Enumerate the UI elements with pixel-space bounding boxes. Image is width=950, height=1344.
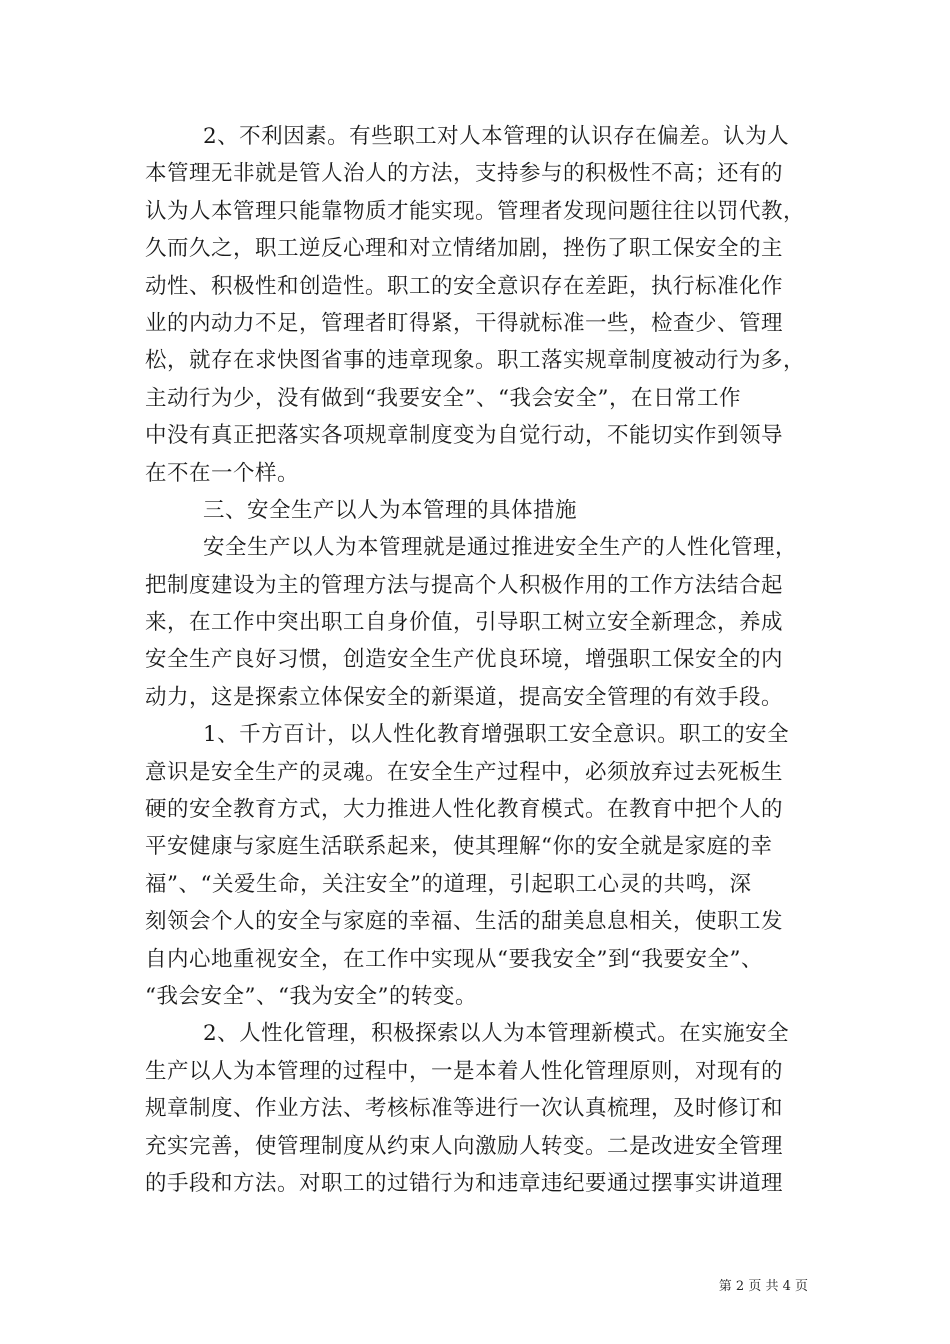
text-line: 来，在工作中突出职工自身价值，引导职工树立安全新理念，养成	[145, 610, 784, 636]
text-line: 把制度建设为主的管理方法与提高个人积极作用的工作方法结合起	[145, 572, 784, 598]
text-line: 安全生产以人为本管理就是通过推进安全生产的人性化管理，	[203, 535, 798, 561]
text-line: 的手段和方法。对职工的过错行为和违章违纪要通过摆事实讲道理	[145, 1170, 784, 1196]
text-line: 安全生产良好习惯，创造安全生产优良环境，增强职工保安全的内	[145, 647, 784, 673]
text-line: 意识是安全生产的灵魂。在安全生产过程中，必须放弃过去死板生	[145, 759, 784, 785]
text-line: 刻领会个人的安全与家庭的幸福、生活的甜美息息相关，使职工发	[145, 909, 784, 935]
text-line: 2、不利因素。有些职工对人本管理的认识存在偏差。认为人	[203, 124, 790, 149]
text-line: “我会安全”、“我为安全”的转变。	[145, 983, 477, 1009]
text-line: 主动行为少，没有做到“我要安全”、“我会安全”，在日常工作	[145, 385, 741, 411]
text-line: 中没有真正把落实各项规章制度变为自觉行动，不能切实作到领导	[145, 423, 784, 449]
text-line: 福”、“关爱生命，关注安全”的道理，引起职工心灵的共鸣，深	[145, 871, 752, 897]
section-heading: 三、安全生产以人为本管理的具体措施	[203, 497, 578, 523]
document-body	[145, 118, 835, 1202]
text-line: 松，就存在求快图省事的违章现象。职工落实规章制度被动行为多，	[145, 348, 806, 374]
text-line: 生产以人为本管理的过程中，一是本着人性化管理原则，对现有的	[145, 1058, 784, 1084]
text-line: 1、千方百计，以人性化教育增强职工安全意识。职工的安全	[203, 722, 790, 748]
text-line: 业的内动力不足，管理者盯得紧，干得就标准一些，检查少、管理	[145, 310, 784, 336]
text-line: 硬的安全教育方式，大力推进人性化教育模式。在教育中把个人的	[145, 797, 784, 823]
text-line: 本管理无非就是管人治人的方法，支持参与的积极性不高；还有的	[145, 161, 784, 187]
text-line: 自内心地重视安全，在工作中实现从“要我安全”到“我要安全”、	[145, 946, 763, 972]
text-line: 充实完善，使管理制度从约束人向激励人转变。二是改进安全管理	[145, 1133, 784, 1159]
text-line: 在不在一个样。	[145, 460, 300, 486]
text-line: 认为人本管理只能靠物质才能实现。管理者发现问题往往以罚代教，	[145, 198, 806, 224]
text-line: 平安健康与家庭生活联系起来，使其理解“你的安全就是家庭的幸	[145, 834, 773, 860]
text-line: 动性、积极性和创造性。职工的安全意识存在差距，执行标准化作	[145, 273, 784, 299]
page-number-footer: 第 2 页 共 4 页	[718, 1279, 808, 1294]
text-line: 规章制度、作业方法、考核标准等进行一次认真梳理，及时修订和	[145, 1096, 784, 1122]
text-line: 2、人性化管理，积极探索以人为本管理新模式。在实施安全	[203, 1021, 790, 1047]
text-line: 久而久之，职工逆反心理和对立情绪加剧，挫伤了职工保安全的主	[145, 236, 784, 262]
text-line: 动力，这是探索立体保安全的新渠道，提高安全管理的有效手段。	[145, 684, 784, 710]
